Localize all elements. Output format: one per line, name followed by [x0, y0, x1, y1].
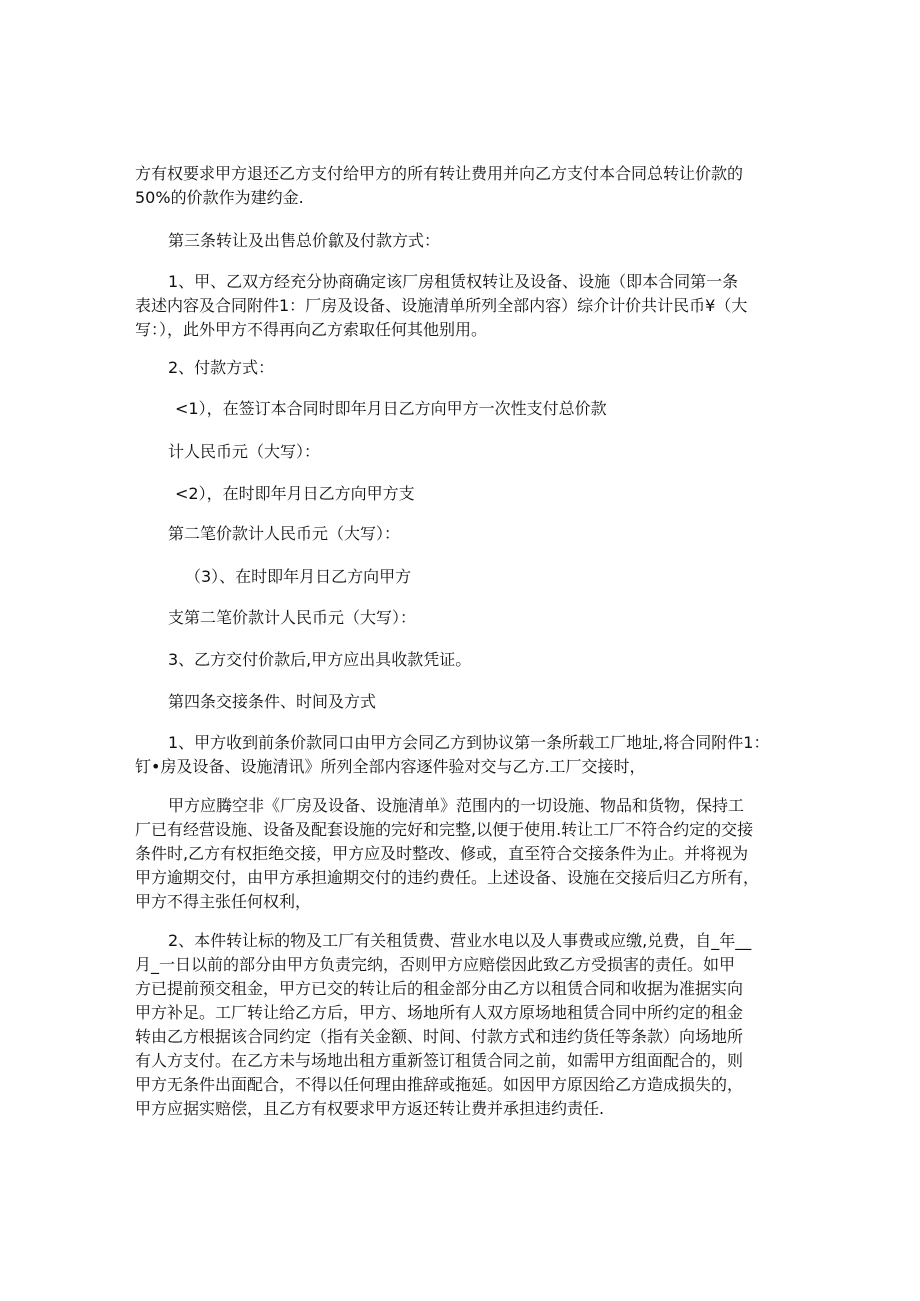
text-line: 方已提前预交租金，甲方已交的转让后的租金部分由乙方以租赁合同和收据为准据实向 [135, 979, 744, 998]
text-line: 写：），此外甲方不得再向乙方索取任何其他别用。 [135, 320, 488, 339]
section-heading: 第三条转让及出售总价歙及付款方式： [168, 231, 441, 250]
text-line: 支第二笔价款计人民币元（大写）： [168, 608, 417, 627]
text-line: 条件时,乙方有权拒绝交接，甲方应及时整改、修或，直至符合交接条件为止。并将视为 [135, 844, 749, 863]
text-line: 方有权要求甲方退还乙方支付给甲方的所有转让费用并向乙方支付本合同总转让价款的 [135, 164, 744, 183]
text-line: 1、甲、乙双方经充分协商确定该厂房租赁权转让及设备、设施（即本合同第一条 [168, 272, 739, 291]
text-line: 表述内容及合同附件1：厂房及设备、设施清单所列全部内容）综介计价共计民币¥（大 [135, 296, 748, 315]
text-line: 甲方无条件出面配合，不得以任何理由推辞或拖延。如因甲方原因给乙方造成损失的， [135, 1075, 744, 1094]
text-line: 1、甲方收到前条价款同口由甲方会同乙方到协议第一条所载工厂地址,将合同附件1： [168, 733, 770, 752]
text-line: 3、乙方交付价款后,甲方应出具收款凭证。 [168, 650, 472, 669]
text-line: 2、付款方式： [168, 358, 275, 377]
section-heading: 第四条交接条件、时间及方式 [168, 692, 377, 711]
text-line: 甲方不得主张任何权利， [135, 892, 312, 911]
text-line: <1），在签订本合同时即年月日乙方向甲方一次性支付总价款 [175, 399, 607, 418]
text-line: 50%的价款作为建约金. [135, 188, 304, 207]
text-line: 厂已有经营设施、设备及配套设施的完好和完整,以便于使用.转让工厂不符合约定的交接 [135, 820, 754, 839]
text-line: 2、本件转让标的物及工厂有关租赁费、营业水电以及人事费或应缴,兑费，自_年__ [168, 931, 752, 950]
text-line: 钉•房及设备、设施清讯》所列全部内容逐件验对交与乙方.工厂交接时， [135, 757, 646, 776]
text-line: <2），在时即年月日乙方向甲方支 [175, 484, 415, 503]
text-line: 甲方应腾空非《厂房及设备、设施清单》范围内的一切设施、物品和货物，保持工 [168, 796, 745, 815]
text-line: （3）、在时即年月日乙方向甲方 [185, 567, 412, 586]
text-line: 甲方应据实赔偿，且乙方有权要求甲方返还转让费并承担违约责任. [135, 1099, 605, 1118]
text-line: 第二笔价款计人民币元（大写）： [168, 524, 401, 543]
text-line: 转由乙方根据该合同约定（指有关金额、时间、付款方式和违约货任等条款）向场地所 [135, 1027, 744, 1046]
text-line: 甲方逾期交付，由甲方承担逾期交付的违约费任。上述设备、设施在交接后归乙方所有， [135, 868, 760, 887]
text-line: 计人民币元（大写）： [168, 442, 321, 461]
text-line: 月_一日以前的部分由甲方负责完纳，否则甲方应赔偿因此致乙方受损害的责任。如甲 [135, 955, 736, 974]
text-line: 甲方补足。工厂转让给乙方后，甲方、场地所有人双方原场地租赁合同中所约定的租金 [135, 1003, 744, 1022]
text-line: 有人方支付。在乙方未与场地出租方重新签订租赁合同之前，如需甲方组面配合的，则 [135, 1051, 744, 1070]
